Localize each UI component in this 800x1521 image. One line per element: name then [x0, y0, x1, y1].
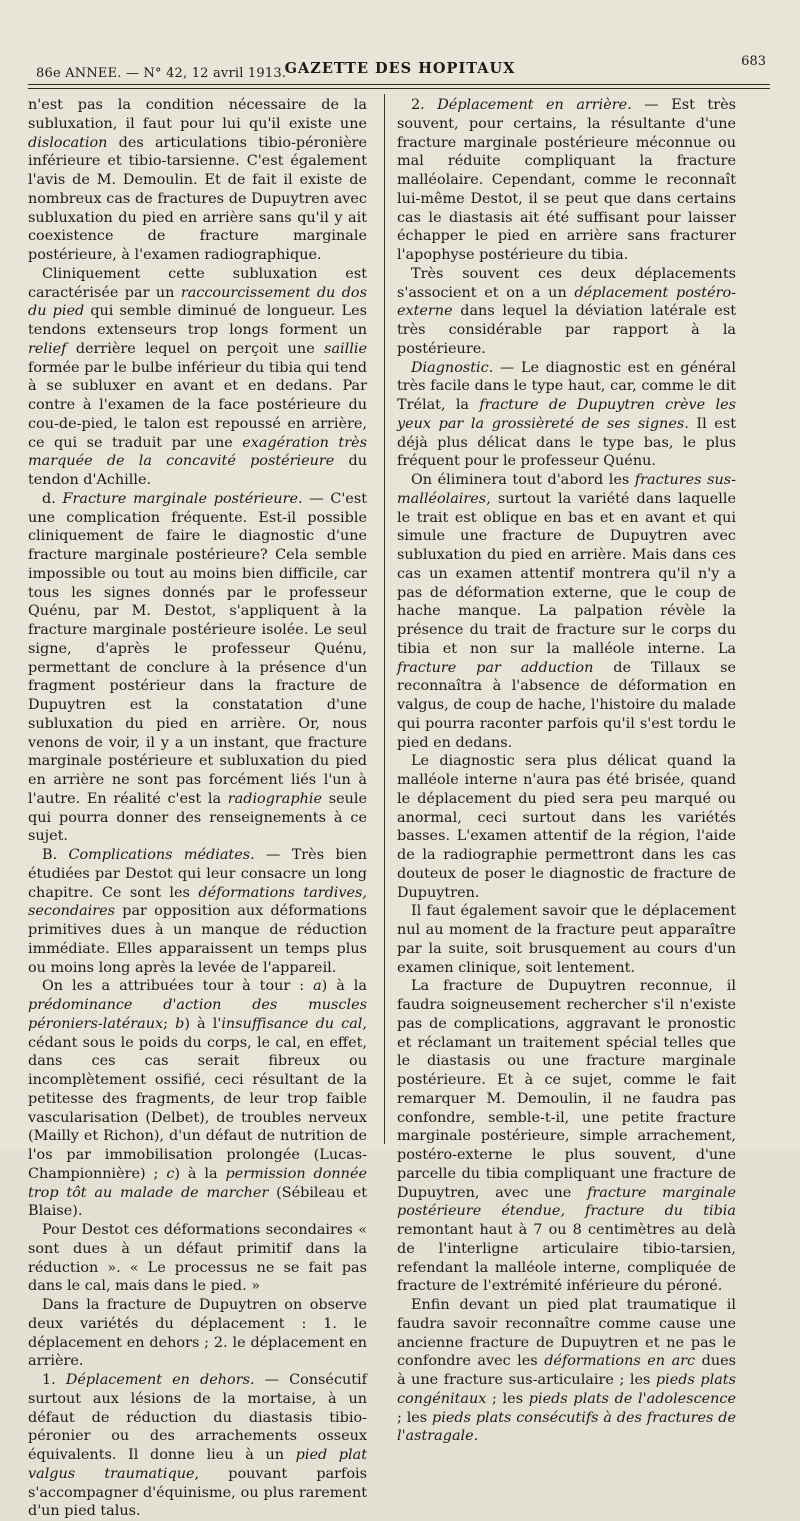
- text: , surtout la variété dans laquelle le trait est oblique en bas et en avant et qui simule une fracture de Dupuytren avec subluxation du pied en arrière. Mais dans ces cas un examen attentif montrera qu'il n'y a pas de déformation externe, que le coup de hache manque. La palpation révèle la présence du trait de fracture sur le corps du tibia et non sur la malléole interne. La: [397, 490, 736, 657]
- text: remontant haut à 7 ou 8 centimètres au delà de l'interligne articulaire tibio-tarsien, refendant la malléole interne, compliquée de fracture de l'extrémité inférieure du péroné.: [397, 1222, 736, 1295]
- italic-text: pieds plats congénitaux: [397, 1372, 736, 1407]
- paragraph: [28, 1221, 367, 1296]
- text: — C'est une complication fréquente. Est-il possible cliniquement de faire le diagnostic d'une fracture marginale postérieure? Cela semble impossible ou tout au moins bien difficile, car tous les signes donnés par le professeur Quénu, par M. Destot, s'appliquent à la fracture marginale postérieure isolée. Le seul signe, d'après le professeur Quénu, permettant de conclure à la présence d'un fragment postérieur dans la fracture de Dupuytren est la constatation d'une subluxation du pied en arrière. Or, nous venons de voir, il y a un instant, que fracture marginale postérieure et subluxation du pied en arrière ne sont pas forcément liés l'un à l'autre. En réalité c'est la: [28, 490, 367, 807]
- italic-text: pieds plats de l'adolescence: [528, 1390, 736, 1407]
- text: On les a attribuées tour à tour :: [42, 978, 314, 995]
- text: Cliniquement cette subluxation est caractérisée par un: [28, 265, 367, 301]
- text: , cédant sous le poids du corps, le cal, en effet, dans ces cas serait fibreux ou incomplètement ossifié, ceci résultant de la petitesse des fragments, de leur trop faible vascularisation (Delbet), de troubles nerveux (Mailly et Richon), d'un défaut de nutrition de l'os par immobilisation prolongée (Lucas-Championnière) ;: [28, 1015, 367, 1182]
- italic-text: c: [166, 1165, 175, 1182]
- text: des articulations tibio-péronière inférieure et tibio-tarsienne. C'est également l'avis de M. Demoulin. Et de fait il existe de nombreux cas de fractures de Dupuytren avec subluxation du pied en arrière sans qu'il y ait coexistence de fracture marginale postérieure, à l'examen radiographique.: [28, 134, 367, 263]
- text: — Très bien étudiées par Destot qui leur consacre un long chapitre. Ce sont les: [28, 847, 368, 901]
- italic-text: fracture par adduction: [397, 659, 594, 676]
- text: ) à la: [321, 978, 367, 995]
- italic-text: fracture de Dupuytren crève les yeux par la grossièreté de ses signes.: [397, 397, 736, 432]
- italic-text: insuffisance du cal: [221, 1015, 363, 1032]
- text: 1.: [42, 1372, 66, 1388]
- text: On éliminera tout d'abord les: [411, 472, 635, 488]
- text: ) à la: [174, 1165, 226, 1182]
- page-header: [30, 46, 770, 86]
- right-column: [397, 96, 736, 1446]
- italic-text: pieds plats consécutifs à des fractures de l'astragale.: [397, 1409, 736, 1445]
- italic-text: Complications médiates.: [68, 847, 255, 863]
- text: Très souvent ces deux déplacements s'associent et on a un: [397, 265, 736, 301]
- text: Pour Destot ces déformations secondaires « sont dues à un défaut primitif dans la réduction ». « Le processus ne se fait pas dans le cal, mais dans le pied. »: [28, 1222, 367, 1295]
- paragraph: [397, 752, 736, 902]
- italic-text: déplacement postéro-externe: [397, 284, 736, 320]
- header-rule-thick: [28, 84, 770, 85]
- text: Il est déjà plus délicat dans le type bas, le plus fréquent pour le professeur Quénu.: [397, 415, 736, 470]
- header-rule-thin: [28, 88, 770, 89]
- text: B.: [42, 847, 69, 863]
- italic-text: pied plat valgus traumatique: [28, 1447, 367, 1482]
- italic-text: exagération très marquée de la concavité postérieure: [28, 434, 367, 470]
- paragraph: [397, 359, 736, 472]
- paragraph: [28, 490, 367, 846]
- text: dues à une fracture sus-articulaire ; les: [397, 1353, 736, 1388]
- text: n'est pas la condition nécessaire de la subluxation, il faut pour lui qu'il existe une: [28, 97, 367, 132]
- text: — Le diagnostic est en général très facile dans le type haut, car, comme le dit Trélat, la: [397, 359, 736, 413]
- text: qui semble diminué de longueur. Les tendons extenseurs trop longs forment un: [28, 303, 367, 338]
- italic-text: fracture marginale postérieure étendue, fracture du tibia: [397, 1184, 736, 1220]
- text: formée par le bulbe inférieur du tibia qui tend à se subluxer en avant et en dedans. Par contre à l'examen de la face postérieure du cou-de-pied, le talon est repoussé en arrière, ce qui se traduit par une: [28, 359, 367, 451]
- paragraph: [28, 96, 367, 265]
- italic-text: relief: [28, 340, 67, 357]
- paragraph: [397, 977, 736, 1296]
- text: (Sébileau et Blaise).: [28, 1184, 368, 1220]
- italic-text: raccourcissement du dos du pied: [28, 284, 367, 320]
- italic-text: déformations tardives, secondaires: [28, 884, 368, 920]
- text: Enfin devant un pied plat traumatique il faudra savoir reconnaître comme cause une ancienne fracture de Dupuytren et ne pas le confondre avec les: [397, 1297, 736, 1370]
- text: — Est très souvent, pour certains, la résultante d'une fracture marginale postérieure méconnue ou mal réduite compliquant la fracture malléolaire. Cependant, comme le reconnaît lui-même Destot, il se peut que dans certains cas le diastasis ait été suffisant pour laisser échapper le pied en arrière sans fracturer l'apophyse postérieure du tibia.: [397, 97, 736, 263]
- italic-text: dislocation: [28, 134, 108, 151]
- italic-text: permission donnée trop tôt au malade de marcher: [28, 1165, 367, 1201]
- paragraph: [28, 977, 367, 1221]
- page-number: 683: [741, 54, 766, 69]
- text: d.: [42, 490, 63, 507]
- paragraph: [397, 902, 736, 977]
- text: ) à l': [184, 1015, 222, 1032]
- text: par opposition aux déformations primitives dues à un manque de réduction immédiate. Elles apparaissent un temps plus ou moins long après la levée de l'appareil.: [28, 903, 367, 976]
- paragraph: [28, 1296, 367, 1371]
- paragraph: [397, 1296, 736, 1446]
- italic-text: Déplacement en arrière.: [437, 97, 632, 113]
- italic-text: b: [175, 1015, 185, 1032]
- italic-text: déformations en arc: [544, 1353, 696, 1370]
- text: seule qui pourra donner des renseignements à ce sujet.: [28, 790, 367, 845]
- text: Le diagnostic sera plus délicat quand la malléole interne n'aura pas été brisée, quand le déplacement du pied sera peu marqué ou anormal, ceci surtout dans les variétés basses. L'examen attentif de la région, l'aide de la radiographie permettront dans les cas douteux de poser le diagnostic de fracture de Dupuytren.: [397, 753, 736, 901]
- text: 2.: [411, 97, 438, 113]
- paragraph: [397, 96, 736, 265]
- paragraph: [397, 265, 736, 359]
- italic-text: a: [313, 978, 322, 995]
- paragraph: [28, 1371, 367, 1521]
- text: , pouvant parfois s'accompagner d'équinisme, ou plus rarement d'un pied talus.: [28, 1465, 367, 1520]
- text: — Consécutif surtout aux lésions de la mortaise, à un défaut de réduction du diastasis tibio-péronier ou des arrachements osseux équivalents. Il donne lieu à un: [28, 1372, 367, 1463]
- italic-text: radiographie: [227, 790, 322, 807]
- text: derrière lequel on perçoit une: [66, 340, 325, 357]
- left-column: [28, 96, 367, 1521]
- italic-text: fractures sus-malléolaires: [397, 472, 736, 507]
- paragraph: [397, 471, 736, 752]
- italic-text: prédominance d'action des muscles péroniers-latéraux: [28, 997, 367, 1032]
- text: ;: [163, 1015, 176, 1032]
- text: du tendon d'Achille.: [28, 453, 367, 488]
- italic-text: Déplacement en dehors.: [65, 1372, 255, 1388]
- journal-title: GAZETTE DES HOPITAUX: [284, 60, 516, 77]
- text: ; les: [486, 1390, 529, 1407]
- paragraph: [28, 846, 367, 977]
- italic-text: saillie: [324, 340, 367, 357]
- italic-text: Fracture marginale postérieure.: [62, 490, 303, 507]
- italic-text: Diagnostic.: [411, 359, 494, 376]
- text: dans lequel la déviation latérale est très considérable par rapport à la postérieure.: [397, 303, 736, 357]
- issue-info: 86e ANNEE. — N° 42, 12 avril 1913.: [36, 66, 287, 81]
- text: Il faut également savoir que le déplacement nul au moment de la fracture peut apparaître par la suite, soit brusquement au cours d'un examen clinique, soit lentement.: [397, 903, 736, 976]
- text: Dans la fracture de Dupuytren on observe deux variétés du déplacement : 1. le déplacement en dehors ; 2. le déplacement en arrière.: [28, 1297, 367, 1370]
- paragraph: [28, 265, 367, 490]
- column-divider: [384, 94, 385, 1144]
- text: La fracture de Dupuytren reconnue, il faudra soigneusement rechercher s'il n'existe pas de complications, aggravant le pronostic et réclamant un traitement spécial telles que le diastasis ou une fracture marginale postérieure. Et à ce sujet, comme le fait remarquer M. Demoulin, il ne faudra pas confondre, semble-t-il, une petite fracture marginale postérieure, simple arrachement, postéro-externe le plus souvent, d'une parcelle du tibia compliquant une fracture de Dupuytren, avec une: [397, 978, 736, 1201]
- text: ; les: [397, 1409, 433, 1426]
- text: de Tillaux se reconnaîtra à l'absence de déformation en valgus, de coup de hache, l'histoire du malade qui pourra raconter parfois qu'il s'est tordu le pied en dedans.: [397, 659, 736, 751]
